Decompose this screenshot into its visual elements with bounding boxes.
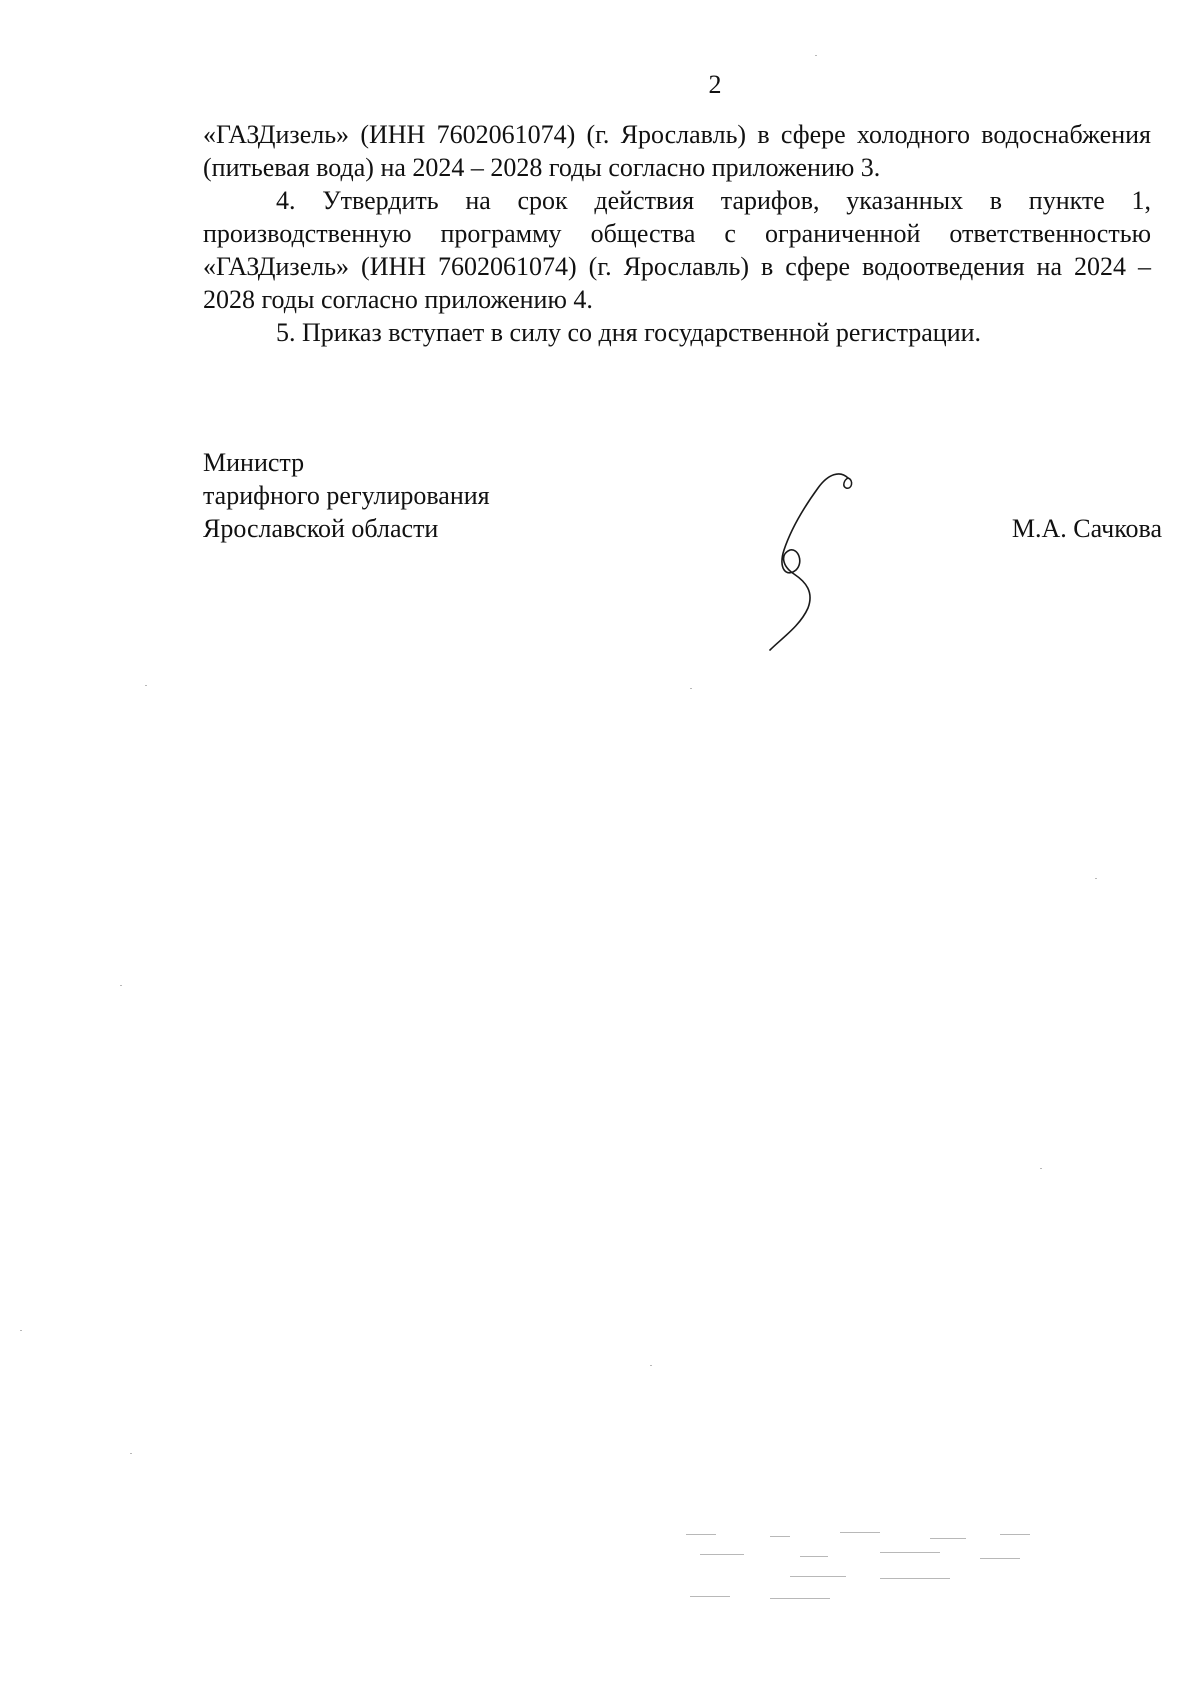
paragraph-item-5: 5. Приказ вступает в силу со дня государственной регистрации. — [276, 318, 982, 347]
document-body — [203, 118, 1151, 349]
signature-title-line-1: Министр — [203, 448, 305, 477]
signature-stroke — [770, 474, 848, 650]
signature-title-line-3: Ярославской области — [203, 514, 439, 543]
signature-title-line-2: тарифного регулирования — [203, 481, 490, 510]
signature-loop — [844, 478, 852, 488]
page-number: 2 — [708, 70, 722, 99]
signer-name: М.А. Сачкова — [1011, 514, 1162, 543]
paragraph-item-4: 4. Утвердить на срок действия тарифов, указанных в пункте 1, производственную программу общества с ограниченной ответственностью «ГАЗДизель» (ИНН 7602061074) (г. Ярославль) в сфере водоотведения на 2024 – 2028 годы согласно приложению 4. — [203, 186, 1151, 314]
paragraph-continuation: «ГАЗДизель» (ИНН 7602061074) (г. Ярославль) в сфере холодного водоснабжения (питьевая вода) на 2024 – 2028 годы согласно приложению 3. — [203, 120, 1151, 182]
handwritten-signature — [760, 470, 890, 655]
signature-title-block — [203, 446, 490, 545]
